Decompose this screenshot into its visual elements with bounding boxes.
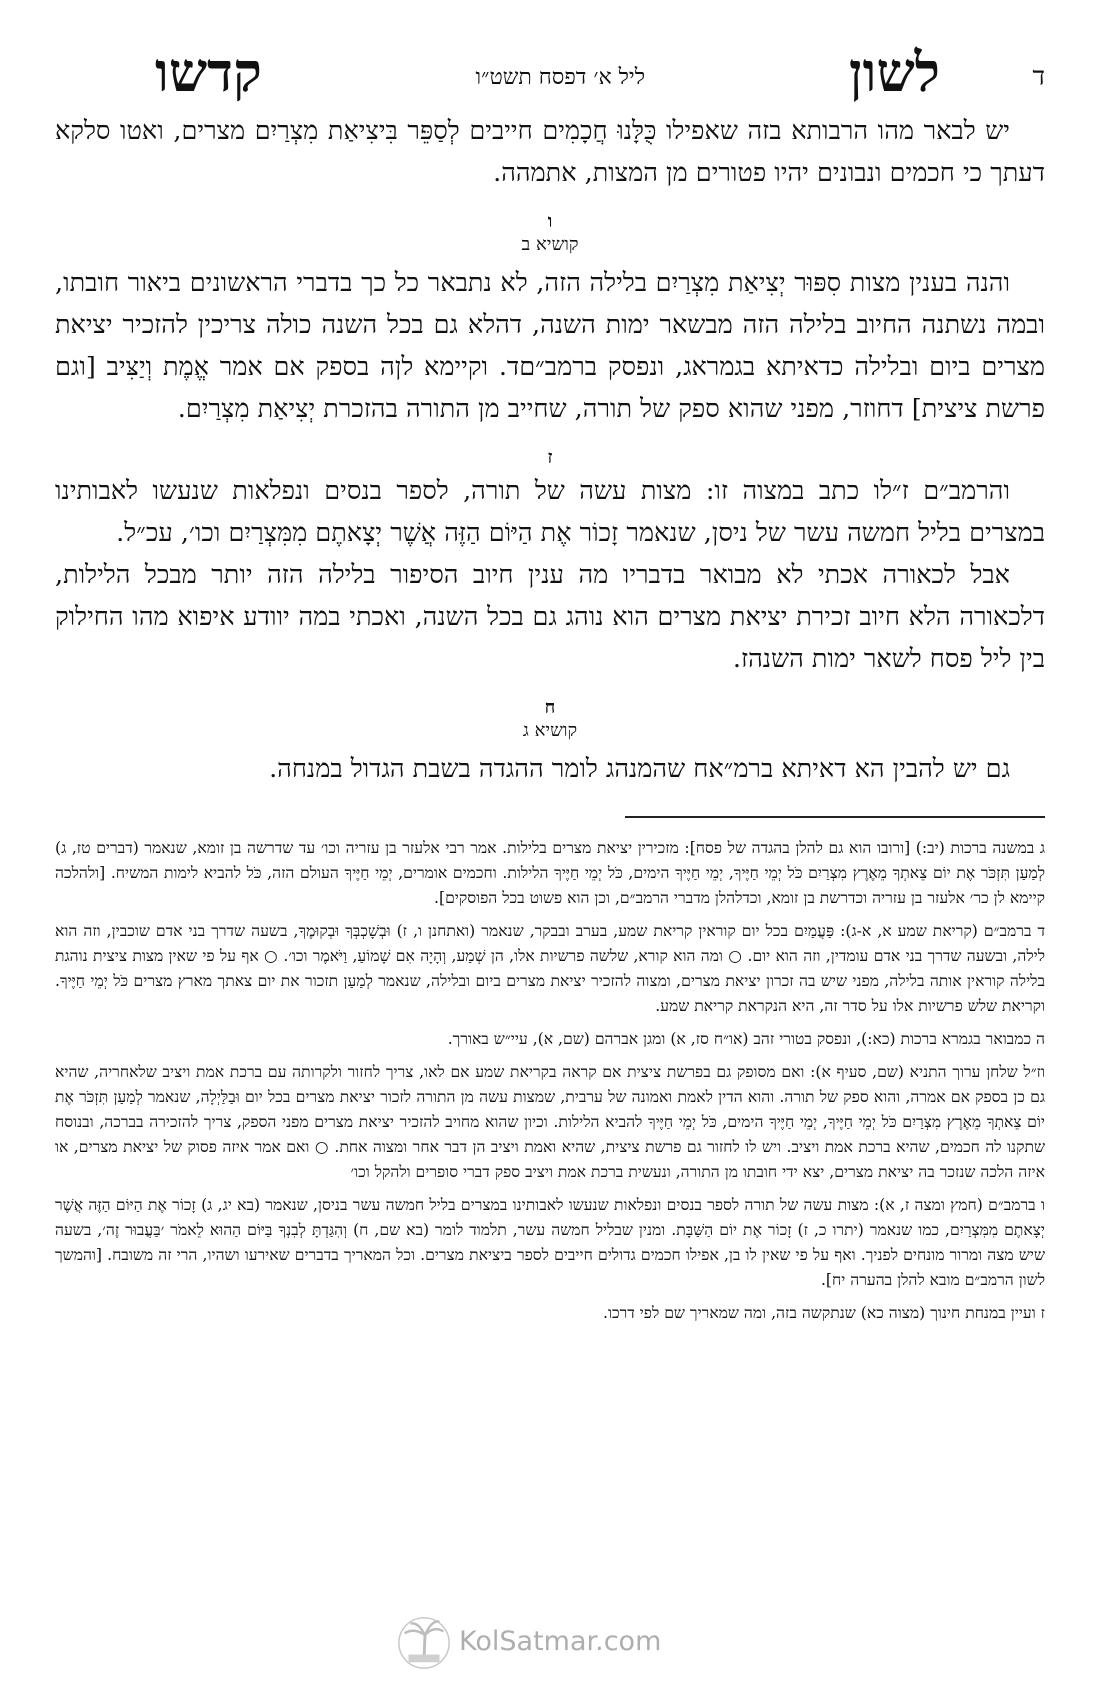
section-number-chet: ח xyxy=(544,697,556,718)
page-number: ד xyxy=(1032,62,1045,92)
footnote-zayin: ז ועיין במנחת חינוך (מצוה כא) שנתקשה בזה, ומה שמאריך שם לפי דרכו. xyxy=(603,1304,1045,1322)
footnotes xyxy=(55,836,1045,1326)
intro-paragraph: יש לבאר מהו הרבותא בזה שאפילו כֻּלָּנוּ חֲכָמִים חייבים לְסַפֵּר בִּיצִיאַת מִצְרַיִם מצרים, ואטו סלקא דעתך כי חכמים ונבונים יהיו פטורים מן המצות, אתמהה. xyxy=(55,116,1045,188)
running-title-left: קדשו xyxy=(155,40,262,104)
section-title-vav: קושיא ב xyxy=(521,234,579,255)
watermark xyxy=(395,1612,661,1670)
main-text xyxy=(55,110,1045,790)
footnote-he-continued: וז״ל שלחן ערוך התניא (שם, סעיף א): ואם מסופק גם בפרשת ציצית אם קראה בקריאת שמע אם לאו, צריך לחזור ולקרותה עם ברכת אמת ויציב שלאחריה, שהיא גם כן בספק אם אמרה, והוא ספק של תורה. והוא הדין לאמת ואמונה של ערבית, שמצות עשה מן התורה לזכור יציאת מצרים בכל יום וּבַלַּיְלָה, שנאמר לְמַעַן תִּזְכֹּר אֶת יוֹם צֵאתְךָ מֵאֶרֶץ מִצְרַיִם כֹּל יְמֵי חַיֶּיךָ, יְמֵי חַיֶּיךָ הימים, כֹּל יְמֵי חַיֶּיךָ להביא הלילות. וכיון שהוא מחויב להזכיר יציאת מצרים מפני הספק, צריך להזכירה בברכה, ובנוסח שתקנו לה חכמים, שהיא ברכת אמת ויציב. ויש לו לחזור גם פרשת ציצית, שהיא ואמת ויציב הן דבר אחר ומצוה אחת. ○ ואם אמר איזה פסוק של יציאת מצרים, או איזה הלכה שנזכר בה יציאת מצרים, יצא ידי חובתו מן התורה, ונעשית ברכת אמת ויציב ספק דברי סופרים ולהקל וכו׳ xyxy=(55,1063,1045,1181)
paragraph-zayin-2: אבל לכאורה אכתי לא מבואר בדבריו מה ענין חיוב הסיפור בלילה הזה יותר מבכל הלילות, דלכאורה הלא חיוב זכירת יציאת מצרים הוא נוהג גם בכל השנה, ואכתי במה יוודע איפוא מהו החילוק בין ליל פסח לשאר ימות השנהז. xyxy=(55,560,1045,674)
section-number-vav: ו xyxy=(547,211,553,232)
document-page xyxy=(55,40,1045,1334)
running-title-right: לשון xyxy=(848,40,940,104)
footnote-vav: ו ברמב״ם (חמץ ומצה ז, א): מצות עשה של תורה לספר בנסים ונפלאות שנעשו לאבותינו במצרים בליל חמשה עשר בניסן, שנאמר (בא יג, ג) זָכוֹר אֶת הַיּוֹם הַזֶּה אֲשֶׁר יְצָאתֶם מִמִּצְרַיִם, כמו שנאמר (יתרו כ, ז) זָכוֹר אֶת יוֹם הַשַּׁבָּת. ומנין שבליל חמשה עשר, תלמוד לומר (בא שם, ח) וְהִגַּדְתָּ לְבִנְךָ בַּיּוֹם הַהוּא לֵאמֹר ׳בַּעֲבוּר זֶה׳, בשעה שיש מצה ומרור מונחים לפניך. ואף על פי שאין לו בן, אפילו חכמים גדולים חייבים לספר ביציאת מצרים. וכל המאריך בדברים שאירעו ושהיו, הרי זה משובח. [והמשך לשון הרמב״ם מובא להלן בהערה יח]. xyxy=(55,1196,1045,1289)
footnote-dalet: ד ברמב״ם (קריאת שמע א, א-ג): פַּעֲמַיִם בכל יום קוראין קריאת שמע, בערב ובבקר, שנאמר (ואתחנן ו, ז) וּבְשָׁכְבְּךָ וּבְקוּמֶךָ, בשעה שדרך בני אדם שוכבין, וזה הוא לילה, ובשעה שדרך בני אדם עומדין, וזה הוא יום. ○ ומה הוא קורא, שלשה פרשיות אלו, הן שְׁמַע, וְהָיָה אִם שָׁמוֹעַ, וַיֹּאמֶר וכו׳. ○ אף על פי שאין מצות ציצית נוהגת בלילה קוראין אותה בלילה, מפני שיש בה זכרון יציאת מצרים, ומצוה להזכיר יציאת מצרים ביום ובלילה, שנאמר לְמַעַן תזכור את יום צאתך מארץ מצרים כֹּל יְמֵי חַיֶּיךָ. וקריאת שלש פרשיות אלו על סדר זה, היא הנקראת קריאת שמע. xyxy=(55,922,1045,1015)
footnote-divider xyxy=(625,816,1045,818)
palm-tree-logo-icon xyxy=(395,1612,453,1670)
running-subtitle: ליל א׳ דפסח תשט״ו xyxy=(475,65,645,90)
section-number-zayin: ז xyxy=(547,447,553,468)
footnote-gimel: ג במשנה ברכות (יב:) [ורובו הוא גם להלן בהגדה של פסח]: מזכירין יציאת מצרים בלילות. אמר רבי אלעזר בן עזריה וכו׳ עד שדרשה בן זומא, שנאמר (דברים טז, ג) לְמַעַן תִּזְכֹּר אֶת יוֹם צֵאתְךָ מֵאֶרֶץ מִצְרַיִם כֹּל יְמֵי חַיֶּיךָ, יְמֵי חַיֶּיךָ הימים, כֹּל יְמֵי חַיֶּיךָ הלילות. וחכמים אומרים, יְמֵי חַיֶּיךָ העולם הזה, כֹּל להביא לימות המשיח. [ולהלכה קיימא לן כר׳ אלעזר בן עזריה וכדרשת בן זומא, וכדלהלן מדברי הרמב״ם, וכן הוא פשוט בכל הפוסקים]. xyxy=(55,839,1045,907)
footnote-he: ה כמבואר בגמרא ברכות (כא:), ונפסק בטורי זהב (או״ח סז, א) ומגן אברהם (שם, א), עיי״ש באורך. xyxy=(447,1030,1045,1048)
section-title-chet: קושיא ג xyxy=(522,720,578,741)
paragraph-chet: גם יש להבין הא דאיתא ברמ״אח שהמנהג לומר ההגדה בשבת הגדול במנחה. xyxy=(269,754,1010,784)
paragraph-zayin: והרמב״ם ז״לו כתב במצוה זו: מצות עשה של תורה, לספר בנסים ונפלאות שנעשו לאבותינו במצרים בליל חמשה עשר של ניסן, שנאמר זָכוֹר אֶת הַיּוֹם הַזֶּה אֲשֶׁר יְצָאתֶם מִמִּצְרַיִם וכו׳, עכ״ל. xyxy=(55,476,1045,548)
paragraph-vav: והנה בענין מצות סִפּוּר יְצִיאַת מִצְרַיִם בלילה הזה, לא נתבאר כל כך בדברי הראשונים ביאור חובתו, ובמה נשתנה החיוב בלילה הזה מבשאר ימות השנה, דהלא גם בכל השנה כולה צריכין להזכיר יציאת מצרים ביום ובלילה כדאיתא בגמראג, ונפסק ברמב״םד. וקיימא לןה בספק אם אמר אֱמֶת וְיַצִּיב [וגם פרשת ציצית] דחוזר, מפני שהוא ספק של תורה, שחייב מן התורה בהזכרת יְצִיאַת מִצְרַיִם. xyxy=(55,268,1045,424)
watermark-text: KolSatmar.com xyxy=(459,1625,662,1657)
page-header xyxy=(55,40,1045,110)
